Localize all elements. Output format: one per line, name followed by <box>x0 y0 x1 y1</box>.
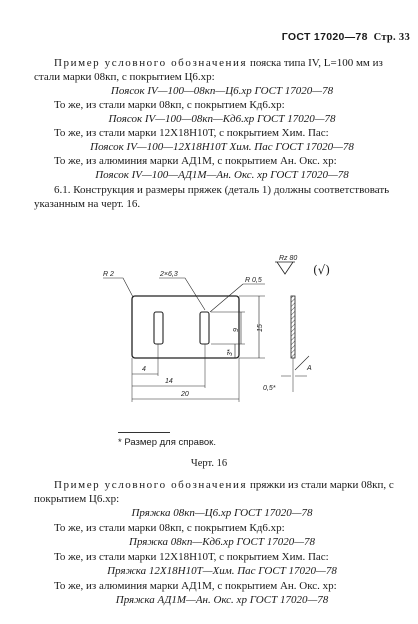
dim-05: 0,5* <box>263 385 276 392</box>
dim-15: 15 <box>257 324 264 332</box>
belt-intro: Пример условного обозначения пояска типа IV, L=100 мм из стали марки 08кп, с покрытием Ц6.хр: <box>34 57 383 83</box>
buckle-example-2: Пряжка 08кп—Кд6.хр ГОСТ 17020—78 <box>129 536 315 548</box>
buckle-plate <box>132 296 239 358</box>
buckle-heading: Пример условного обозначения <box>54 479 248 491</box>
section-label: A <box>307 365 312 372</box>
corner-radius-label: R 2 <box>103 271 114 278</box>
dim-14: 14 <box>165 378 173 385</box>
slot-spec-leader <box>159 278 205 310</box>
slot-left <box>154 312 163 344</box>
note-rule <box>118 432 170 433</box>
standard-number: ГОСТ 17020—78 <box>281 31 368 43</box>
belt-line-3: То же, из стали марки 12Х18Н10Т, с покрытием Хим. Пас: <box>54 127 329 139</box>
slot-radius-label: R 0,5 <box>245 277 262 284</box>
buckle-example-3: Пряжка 12Х18Н10Т—Хим. Пас ГОСТ 17020—78 <box>107 565 337 577</box>
slot-radius-leader <box>210 284 265 312</box>
dim-9: 9 <box>233 328 240 332</box>
buckle-line-4: То же, из алюминия марки АД1М, с покрытием Ан. Окс. хр: <box>54 580 337 592</box>
reference-note: * Размер для справок. <box>118 437 216 448</box>
belt-example-1: Поясок IV—100—08кп—Ц6.хр ГОСТ 17020—78 <box>110 85 334 97</box>
page-number: Стр. 33 <box>373 32 410 43</box>
slot-spec-label: 2×6,3 <box>160 271 178 278</box>
roughness-label: Rz 80 <box>279 255 298 262</box>
buckle-side-view <box>291 296 295 358</box>
buckle-example-4: Пряжка АД1М—Ан. Окс. хр ГОСТ 17020—78 <box>115 594 329 606</box>
buckle-line-2: То же, из стали марки 08кп, с покрытием Кд6.хр: <box>54 522 285 534</box>
figure-caption: Черт. 16 <box>190 458 228 469</box>
dim-20: 20 <box>181 391 189 398</box>
belt-example-2: Поясок IV—100—08кп—Кд6.хр ГОСТ 17020—78 <box>108 113 336 125</box>
belt-heading: Пример условного обозначения <box>54 57 248 69</box>
roughness-symbol <box>275 262 295 274</box>
corner-radius-leader <box>103 278 133 297</box>
buckle-example-1: Пряжка 08кп—Ц6.хр ГОСТ 17020—78 <box>131 507 313 519</box>
belt-example-4: Поясок IV—100—АД1М—Ан. Окс. хр ГОСТ 17020—78 <box>95 169 349 181</box>
dim-3: 3* <box>227 349 234 356</box>
belt-example-3: Поясок IV—100—12Х18Н10Т Хим. Пас ГОСТ 17020—78 <box>90 141 354 153</box>
page-header <box>282 31 410 43</box>
roughness-check: (√) <box>313 263 331 277</box>
slot-right <box>200 312 209 344</box>
belt-line-4: То же, из алюминия марки АД1М, с покрытием Ан. Окс. хр: <box>54 155 337 167</box>
buckle-line-3: То же, из стали марки 12Х18Н10Т, с покрытием Хим. Пас: <box>54 551 329 563</box>
dim-4: 4 <box>142 366 146 373</box>
section-6-1: 6.1. Конструкция и размеры пряжек (деталь 1) должны соответствовать указанным на черт. 16. <box>34 184 390 210</box>
buckle-intro: Пример условного обозначения пряжки из стали марки 08кп, с покрытием Ц6.хр: <box>34 479 394 505</box>
buckle-drawing <box>95 252 331 422</box>
belt-line-2: То же, из стали марки 08кп, с покрытием Кд6.хр: <box>54 99 285 111</box>
